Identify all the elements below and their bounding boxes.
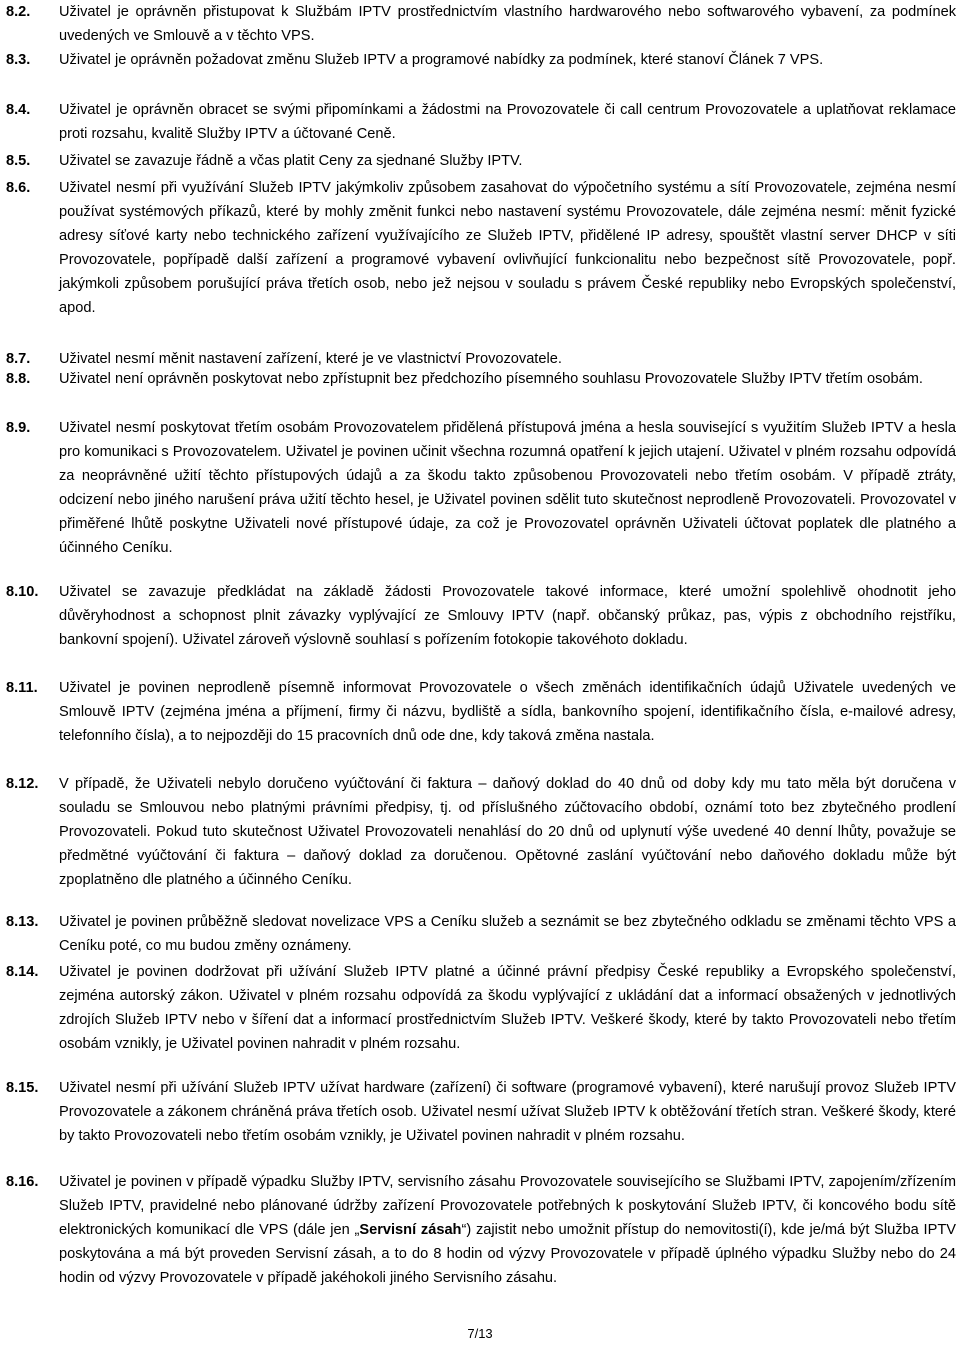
clause-number: 8.11. bbox=[6, 680, 38, 696]
page-number-separator: / bbox=[474, 1326, 479, 1341]
clause-number: 8.3. bbox=[6, 52, 31, 68]
clause-text bbox=[59, 1170, 956, 1290]
clause-8-3 bbox=[6, 48, 956, 72]
clause-number: 8.4. bbox=[6, 102, 31, 118]
page-number-total: 13 bbox=[478, 1326, 493, 1341]
page-footer bbox=[0, 1326, 960, 1342]
clause-number: 8.2. bbox=[6, 4, 31, 20]
clause-8-11 bbox=[6, 676, 956, 748]
clause-text: Uživatel nesmí při užívání Služeb IPTV užívat hardware (zařízení) či software (programové vybavení), které narušují provoz Služeb IPTV Provozovatele a zákonem chráněná práva třetích osob. Uživatel nesmí užívat Služeb IPTV k obtěžování třetích stran. Veškeré škody, které by takto Provozovateli nebo třetím osobám vznikly, je Uživatel povinen nahradit v plném rozsahu. bbox=[59, 1080, 956, 1144]
clause-number: 8.5. bbox=[6, 153, 31, 169]
clause-text: Uživatel nesmí poskytovat třetím osobám Provozovatelem přidělená přístupová jména a hesla související s využitím Služeb IPTV a hesla pro komunikaci s Provozovatelem. Uživatel je povinen učinit všechna rozumná opatření k jejich utajení. Uživatel v plném rozsahu odpovídá za neoprávněné užití těchto přístupových údajů a za škodu takto způsobenou Provozovateli nebo třetím osobám. V případě ztráty, odcizení nebo jiného narušení práva užití těchto hesel, je Uživatel povinen sdělit tuto skutečnost neprodleně Provozovateli. Provozovatel v přiměřené lhůtě poskytne Uživateli nové přístupové údaje, za což je Provozovatel oprávněn Uživateli účtovat poplatek dle platného a účinného Ceníku. bbox=[59, 420, 956, 556]
clause-text: Uživatel je povinen průběžně sledovat novelizace VPS a Ceníku služeb a seznámit se bez zbytečného odkladu se změnami těchto VPS a Ceníku poté, co mu budou změny oznámeny. bbox=[59, 914, 956, 954]
clause-8-12 bbox=[6, 772, 956, 892]
clause-8-2 bbox=[6, 0, 956, 48]
clause-number: 8.7. bbox=[6, 351, 31, 367]
clause-text: Uživatel se zavazuje řádně a včas platit Ceny za sjednané Služby IPTV. bbox=[59, 153, 523, 169]
clause-text: Uživatel je oprávněn obracet se svými připomínkami a žádostmi na Provozovatele či call centrum Provozovatele a uplatňovat reklamace proti rozsahu, kvalitě Služby IPTV a účtované Ceně. bbox=[59, 102, 956, 142]
clause-text: Uživatel se zavazuje předkládat na základě žádosti Provozovatele takové informace, které umožní spolehlivě ohodnotit jeho důvěryhodnost a schopnost plnit závazky vyplývající ze Smlouvy IPTV (např. občanský průkaz, pas, výpis z obchodního rejstříku, bankovní spojení). Uživatel zároveň výslovně souhlasí s pořízením fotokopie takovéhoto dokladu. bbox=[59, 584, 956, 648]
clause-8-15 bbox=[6, 1076, 956, 1148]
clause-number: 8.15. bbox=[6, 1080, 39, 1096]
clause-number: 8.8. bbox=[6, 371, 31, 387]
clause-text: Uživatel nesmí při využívání Služeb IPTV jakýmkoliv způsobem zasahovat do výpočetního systému a sítí Provozovatele, zejména nesmí používat systémových příkazů, které by mohly změnit funkci nebo nastavení systému Provozovatele, dále zejména nesmí: měnit fyzické adresy síťové karty nebo technického zařízení využívajícího ze Služeb IPTV, přidělené IP adresy, spouštět vlastní server DHCP v síti Provozovatele, popřípadě další zařízení a programové vybavení ovlivňující funkcionalitu nebo bezpečnost sítě Provozovatele, popř. jakýmkoli způsobem porušující práva třetích osob, nebo jež nejsou v souladu s právem České republiky nebo Evropských společenství, apod. bbox=[59, 180, 956, 316]
clause-text-part: “) zajistit nebo umožnit přístup do nemovitosti(í), kde je/má být Služba IPTV poskytována a má být proveden Servisní zásah, a to do 8 hodin od výzvy Provozovatele v případě úplného výpadku Služby nebo do 24 hodin od výzvy Provozovatele v případě jakéhokoli jiného Servisního zásahu. bbox=[59, 1222, 956, 1286]
clause-number: 8.14. bbox=[6, 964, 39, 980]
clause-8-14 bbox=[6, 960, 956, 1056]
clause-8-6 bbox=[6, 176, 956, 320]
clause-8-4 bbox=[6, 98, 956, 146]
clause-number: 8.10. bbox=[6, 584, 39, 600]
clause-text: Uživatel je oprávněn požadovat změnu Služeb IPTV a programové nabídky za podmínek, které stanoví Článek 7 VPS. bbox=[59, 52, 824, 68]
clause-text: Uživatel není oprávněn poskytovat nebo zpřístupnit bez předchozího písemného souhlasu Provozovatele Služby IPTV třetím osobám. bbox=[59, 371, 923, 387]
defined-term: Servisní zásah bbox=[359, 1222, 462, 1238]
page-number-current: 7 bbox=[467, 1326, 475, 1341]
clause-number: 8.12. bbox=[6, 776, 39, 792]
clause-8-5 bbox=[6, 149, 956, 173]
clause-8-8 bbox=[6, 367, 956, 391]
clause-number: 8.16. bbox=[6, 1174, 39, 1190]
clause-8-16 bbox=[6, 1170, 956, 1290]
clause-text: Uživatel je oprávněn přistupovat k Službám IPTV prostřednictvím vlastního hardwarového nebo softwarového vybavení, za podmínek uvedených ve Smlouvě a v těchto VPS. bbox=[59, 4, 956, 44]
clause-text-part: Uživatel je povinen v případě výpadku Služby IPTV, servisního zásahu Provozovatele souvisejícího se Službami IPTV, zapojením/zřízením Služeb IPTV, pravidelné nebo plánované údržby zařízení Provozovatele potřebných k poskytování Služeb IPTV, či koncového bodu sítě elektronických komunikací dle VPS (dále jen „ bbox=[59, 1174, 956, 1238]
clause-number: 8.9. bbox=[6, 420, 31, 436]
clause-8-13 bbox=[6, 910, 956, 958]
clause-8-9 bbox=[6, 416, 956, 560]
clause-number: 8.13. bbox=[6, 914, 39, 930]
clause-text: Uživatel nesmí měnit nastavení zařízení, které je ve vlastnictví Provozovatele. bbox=[59, 351, 562, 367]
clause-text: Uživatel je povinen neprodleně písemně informovat Provozovatele o všech změnách identifikačních údajů Uživatele uvedených ve Smlouvě IPTV (zejména jména a příjmení, firmy či názvu, bydliště a sídla, bankovního spojení, identifikačního čísla, e-mailové adresy, telefonního čísla), a to nejpozději do 15 pracovních dnů ode dne, kdy taková změna nastala. bbox=[59, 680, 956, 744]
clause-number: 8.6. bbox=[6, 180, 31, 196]
clause-8-10 bbox=[6, 580, 956, 652]
clause-text: V případě, že Uživateli nebylo doručeno vyúčtování či faktura – daňový doklad do 40 dnů od doby kdy mu tato měla být doručena v souladu se Smlouvou nebo platnými právními předpisy, tj. od příslušného zúčtovacího období, oznámí toto bez zbytečného prodlení Provozovateli. Pokud tuto skutečnost Uživatel Provozovateli nenahlásí do 20 dnů od uplynutí výše uvedené 40 denní lhůty, považuje se předmětné vyúčtování či faktura – daňový doklad za doručenou. Opětovné zaslání vyúčtování nebo daňového dokladu může být zpoplatněno dle platného a účinného Ceníku. bbox=[59, 776, 956, 888]
clause-text: Uživatel je povinen dodržovat při užívání Služeb IPTV platné a účinné právní předpisy České republiky a Evropského společenství, zejména autorský zákon. Uživatel v plném rozsahu odpovídá za škodu vyplývající z ukládání dat a informací obsažených v jednotlivých zdrojích Služeb IPTV nebo v šíření dat a informací prostřednictvím Služeb IPTV. Veškeré škody, které by takto Provozovateli nebo třetím osobám vznikly, je Uživatel povinen nahradit v plném rozsahu. bbox=[59, 964, 956, 1052]
